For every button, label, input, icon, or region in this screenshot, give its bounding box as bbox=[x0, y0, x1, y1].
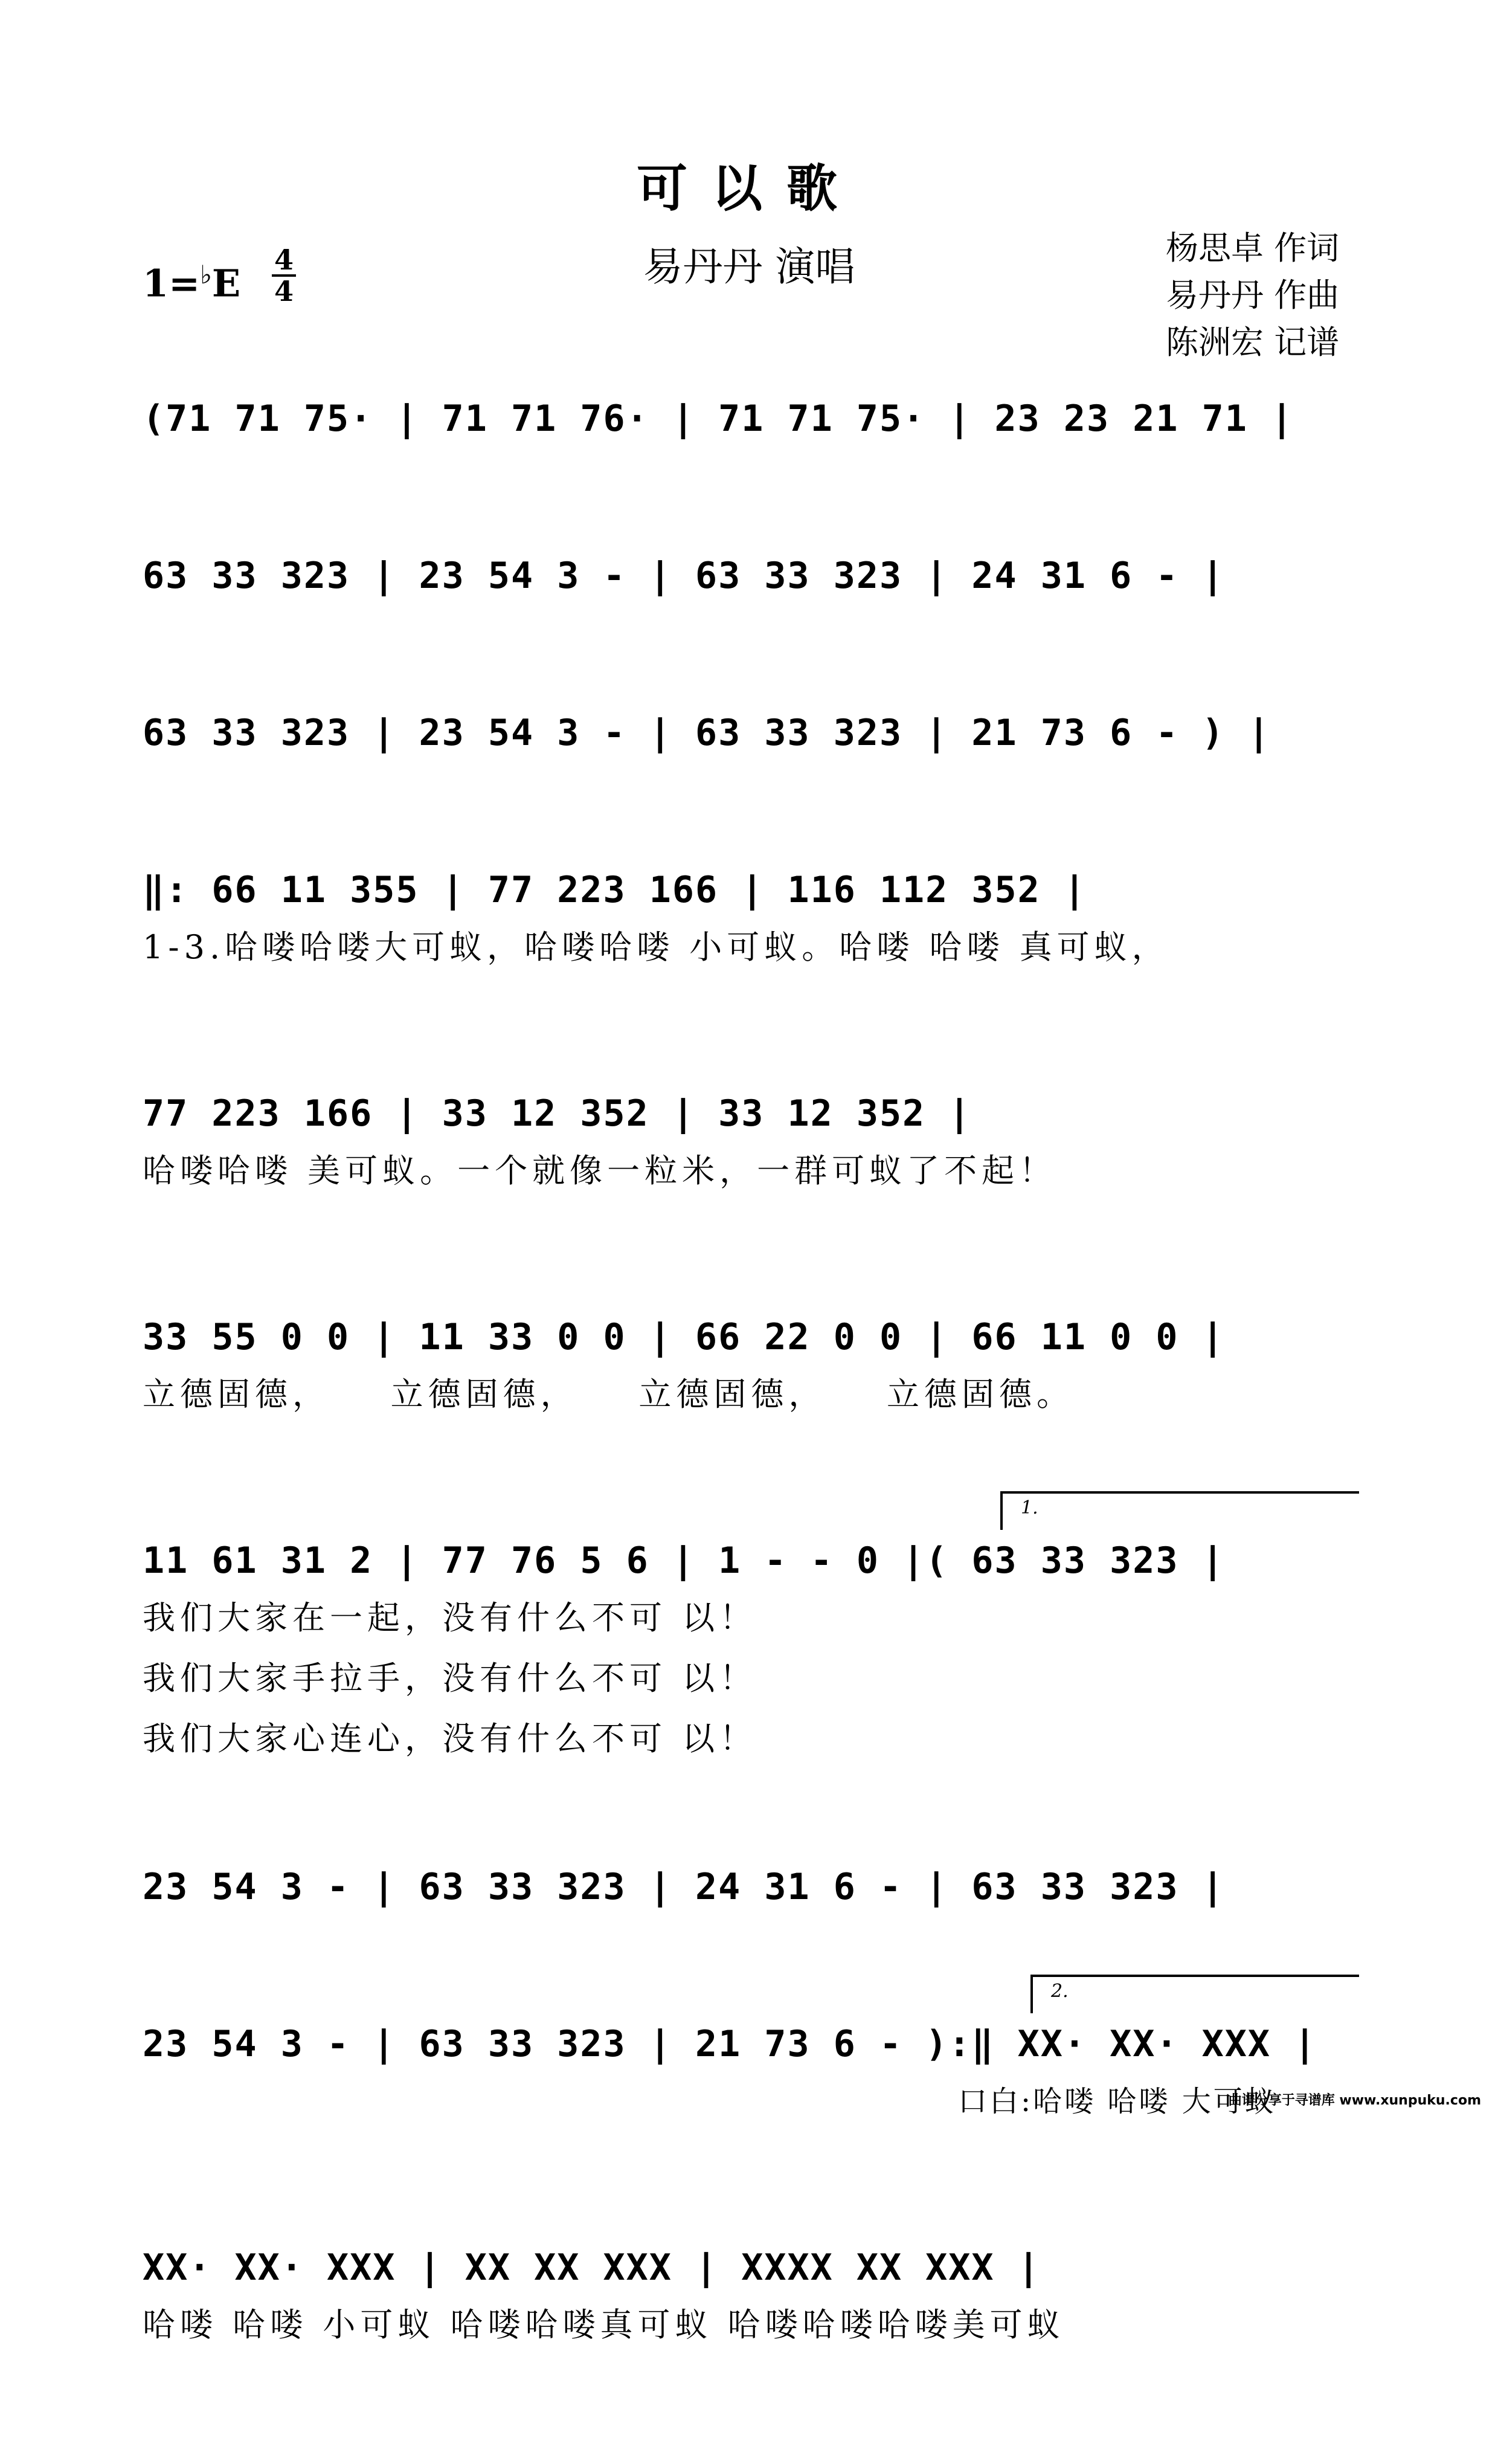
spoken-lyric: 口白:哈喽 哈喽 大可蚁 bbox=[958, 2085, 1276, 2118]
score-line-9 bbox=[143, 1981, 1357, 2240]
lyricist: 杨思卓 作词 bbox=[1166, 229, 1340, 267]
notes: 11 61 31 2 | 77 76 5 6 | 1 - - 0 |( 63 33 323 | bbox=[143, 1540, 1225, 1582]
volta-bracket-2: 2. bbox=[1030, 1975, 1359, 2013]
notes: 33 55 0 0 | 11 33 0 0 | 66 22 0 0 | 66 11 0 0 | bbox=[143, 1316, 1225, 1358]
score-line-7 bbox=[143, 1497, 1357, 1860]
notes: 63 33 323 | 23 54 3 - | 63 33 323 | 21 73 6 - ) | bbox=[143, 712, 1271, 754]
score-line-5 bbox=[143, 1086, 1357, 1310]
notes: ‖: 66 11 355 | 77 223 166 | 116 112 352 | bbox=[143, 869, 1087, 911]
notes: XX· XX· XXX | XX XX XXX | XXXX XX XXX | bbox=[143, 2246, 1041, 2289]
lyric: 哈喽 哈喽 小可蚁 哈喽哈喽真可蚁 哈喽哈喽哈喽美可蚁 bbox=[143, 2306, 1065, 2344]
score bbox=[143, 392, 1357, 2464]
singer-credit: 易丹丹 演唱 bbox=[643, 243, 855, 290]
key-signature: 1=♭E bbox=[143, 260, 241, 306]
composer: 易丹丹 作曲 bbox=[1166, 276, 1340, 314]
lyric-verse-1: 我们大家在一起，没有什么不可 以！ bbox=[143, 1599, 757, 1637]
notes: 23 54 3 - | 63 33 323 | 21 73 6 - ):‖ XX· XX· XXX | bbox=[143, 2023, 1317, 2065]
notes: 63 33 323 | 23 54 3 - | 63 33 323 | 24 31 6 - | bbox=[143, 555, 1225, 597]
lyric: 哈喽哈喽 美可蚁。一个就像一粒米，一群可蚁了不起！ bbox=[143, 1152, 1057, 1190]
volta-bracket-1: 1. bbox=[1000, 1491, 1359, 1530]
transcriber: 陈洲宏 记谱 bbox=[1166, 323, 1340, 361]
song-title: 可以歌 bbox=[636, 158, 861, 218]
score-line-10 bbox=[143, 2240, 1357, 2464]
lyric: 立德固德， 立德固德， 立德固德， 立德固德。 bbox=[143, 1375, 1074, 1413]
lyric-verse-2: 我们大家手拉手，没有什么不可 以！ bbox=[143, 1659, 757, 1697]
notes: (71 71 75· | 71 71 76· | 71 71 75· | 23 23 21 71 | bbox=[143, 398, 1294, 440]
lyric-verse-3: 我们大家心连心，没有什么不可 以！ bbox=[143, 1720, 757, 1758]
lyric: 1-3.哈喽哈喽大可蚁，哈喽哈喽 小可蚁。哈喽 哈喽 真可蚁， bbox=[143, 928, 1169, 966]
score-line-3 bbox=[143, 706, 1357, 863]
score-line-2 bbox=[143, 549, 1357, 706]
score-line-4 bbox=[143, 863, 1357, 1086]
time-signature: 4 4 bbox=[272, 247, 296, 305]
score-line-1 bbox=[143, 392, 1357, 549]
notes: 23 54 3 - | 63 33 323 | 24 31 6 - | 63 33 323 | bbox=[143, 1866, 1225, 1908]
notes: 77 223 166 | 33 12 352 | 33 12 352 | bbox=[143, 1092, 972, 1135]
credits bbox=[1166, 225, 1339, 366]
footer-watermark: 曲谱分享于寻谱库 www.xunpuku.com bbox=[1228, 2093, 1481, 2108]
